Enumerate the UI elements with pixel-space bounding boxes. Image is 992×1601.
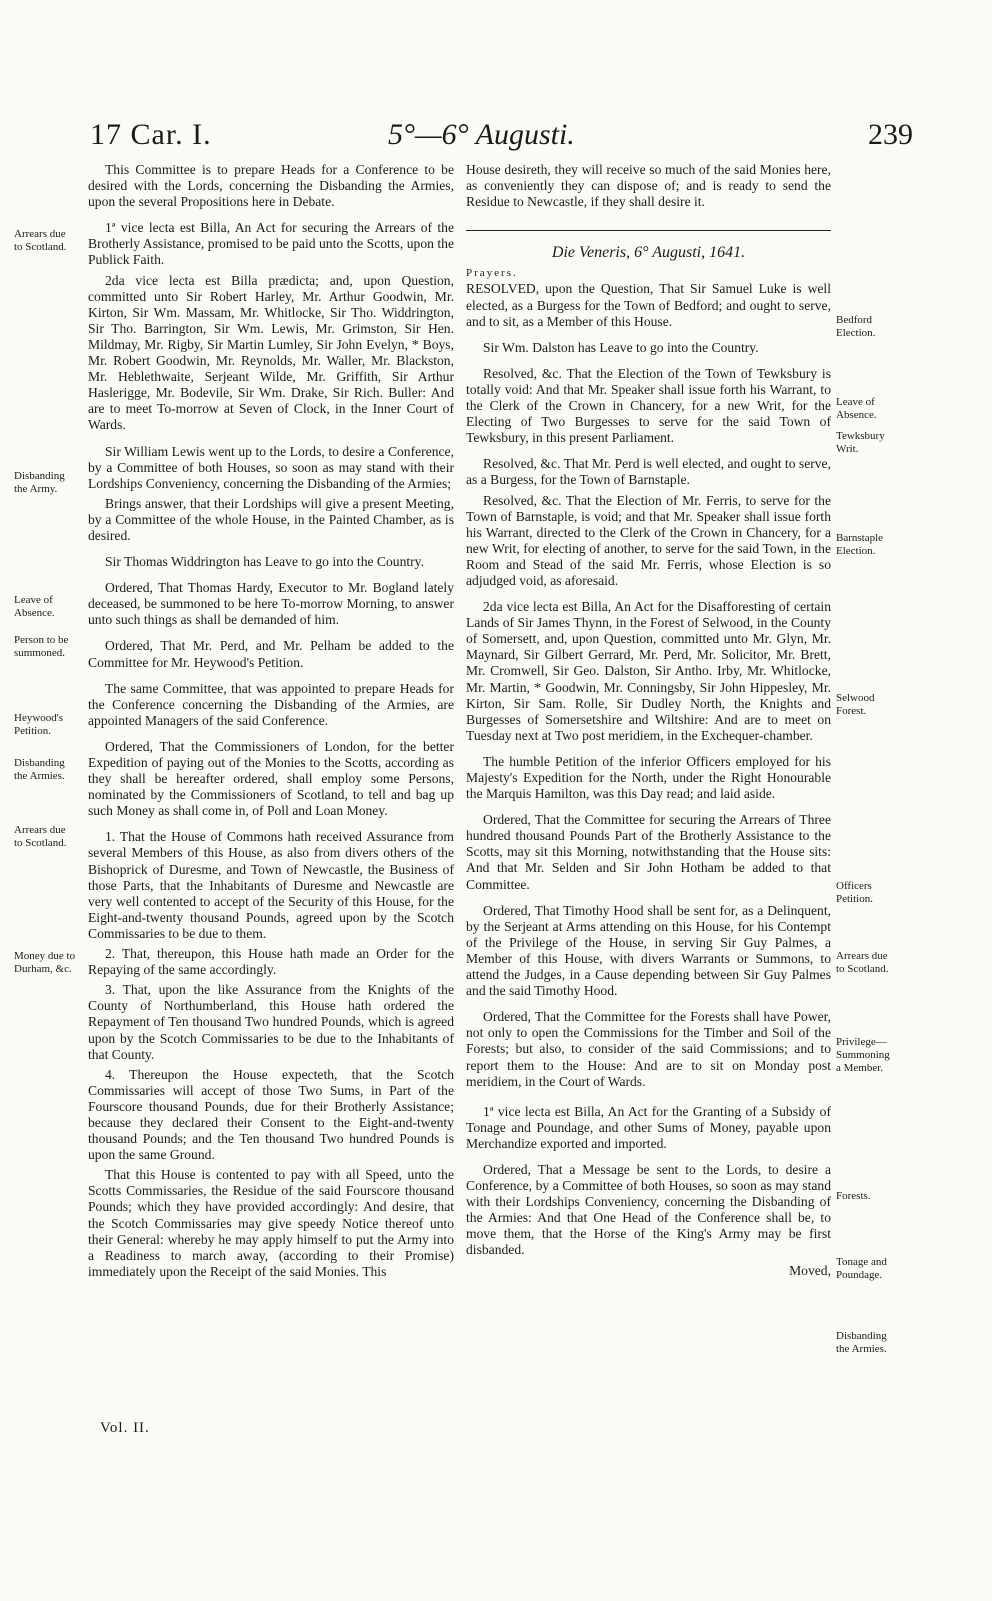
paragraph: 2da vice lecta est Billa prædicta; and, upon Question, committed unto Sir Robert Harley, Mr. Arthur Goodwin, Mr. Kirton, Sir Wm. Massam, Mr. Whitlocke, Sir Tho. Widdrington, Sir Tho. Barrington, Sir Wm. Lewis, Mr. Grimston, Sir Hen. Mildmay, Mr. Rigby, Sir Martin Lumley, Sir John Evelyn, * Boys, Mr. Robert Goodwin, Mr. Reynolds, Mr. Waller, Mr. Blackston, Mr. Heblethwaite, Serjeant Wilde, Mr. Griffith, Sir Arthur Haslerigge, Mr. Bodevile, Sir Wm. Drake, Sir Rich. Buller: And are to meet To-morrow at Seven of Clock, in the Inner Court of Wards. xyxy=(88,272,454,433)
paragraph: Sir Thomas Widdrington has Leave to go into the Country. xyxy=(105,554,424,570)
paragraph: 3. That, upon the like Assurance from the Knights of the County of Northumberland, this House hath ordered the Repayment of Ten thousand Two hundred Pounds, which is agreed upon by the Scotch Commissaries to be due to the Inhabitants of that County. xyxy=(88,982,454,1062)
paragraph: That this House is contented to pay with all Speed, unto the Scotts Commissaries, the Residue of the said Fourscore thousand Pounds; which they have provided accordingly: And desire, that the Scotch Commissaries may give speedy Notice thereof unto their General: whereby he may apply himself to put the Army into a Readiness to march away, (according to their Promise) immediately upon the Receipt of the said Monies. This xyxy=(88,1167,454,1279)
margin-note: Person to be summoned. xyxy=(14,634,69,659)
margin-note: Forests. xyxy=(836,1190,871,1202)
right-column xyxy=(466,162,831,1283)
paragraph: Ordered, That Mr. Perd, and Mr. Pelham be added to the Committee for Mr. Heywood's Petition. xyxy=(88,638,454,670)
paragraph: 2da vice lecta est Billa, An Act for the Disafforesting of certain Lands of Sir James Thynn, in the Forest of Selwood, in the County of Somersett, and, upon Question, committed unto Mr. Glyn, Mr. Maynard, Sir Gilbert Gerrard, Mr. Perd, Mr. Solicitor, Mr. Brett, Mr. Cromwell, Sir Geo. Dalston, Sir Antho. Irby, Mr. Whitlocke, Mr. Martin, * Goodwin, Mr. Conningsby, Sir John Hippesley, Mr. Kirton, Sir Sam. Rolle, Sir Dudley North, the Knights and Burgesses of Somersetshire and Wiltshire: And are to meet on Tuesday next at Two post meridiem, in the Exchequer-chamber. xyxy=(466,599,831,743)
page-number: 239 xyxy=(868,118,913,151)
paragraph: The humble Petition of the inferior Officers employed for his Majesty's Expedition for the North, under the Right Honourable the Marquis Hamilton, was this Day read; and laid aside. xyxy=(466,753,831,802)
paragraph: Ordered, That a Message be sent to the Lords, to desire a Conference, by a Committee of both Houses, so soon as may stand with their Lordships Conveniency, concerning the Disbanding of the Armies: And that One Head of the Conference shall be, to move them, that the Horse of the King's Army may be first disbanded. xyxy=(466,1161,831,1258)
paragraph: Ordered, That Timothy Hood shall be sent for, as a Delinquent, by the Serjeant at Arms attending on this House, for his Contempt of the Privilege of the House, in serving Sir Guy Palmes, a Member of this House, with divers Warrants or Summons, to attend the Judges, in a Cause depending between Sir Guy Palmes and the said Timothy Hood. xyxy=(466,902,831,999)
paragraph: Resolved, &c. That the Election of Mr. Ferris, to serve for the Town of Barnstaple, is void; and that Mr. Speaker shall issue forth his Warrant, directed to the Clerk of the Crown in Chancery, for a new Writ, for electing of another, to serve for the said Town, in the Room and Stead of the said Mr. Ferris, whose Election is so adjudged void, as aforesaid. xyxy=(466,492,831,588)
margin-note: Money due to Durham, &c. xyxy=(14,950,76,975)
margin-note: Leave of Absence. xyxy=(836,396,877,421)
paragraph: Sir William Lewis went up to the Lords, to desire a Conference, by a Committee of both Houses, so soon as may stand with their Lordships Conveniency, concerning the Disbanding of the Armies; xyxy=(88,443,454,491)
paragraph: Ordered, That the Committee for securing the Arrears of Three hundred thousand Pounds Part of the Brotherly Assistance to the Scotts, may sit this Morning, notwithstanding that the House sits: And that Mr. Selden and Sir John Hotham be added to that Committee. xyxy=(466,812,831,892)
page-header xyxy=(0,118,992,158)
paragraph: Ordered, That Thomas Hardy, Executor to Mr. Bogland lately deceased, be summoned to be here To-morrow Morning, to answer unto such things as shall be demanded of him. xyxy=(88,580,454,628)
margin-note: Arrears due to Scotland. xyxy=(14,228,67,253)
margin-note: Privilege— Summoning a Member. xyxy=(836,1036,890,1074)
paragraph: House desireth, they will receive so much of the said Monies here, as conveniently they can dispose of; and is ready to send the Residue to Newcastle, if they shall desire it. xyxy=(466,162,831,210)
margin-note: Disbanding the Armies. xyxy=(14,757,65,782)
regnal-year: 17 Car. I. xyxy=(90,118,212,151)
margin-note: Tonage and Poundage. xyxy=(836,1256,887,1281)
prayers-heading: Prayers. xyxy=(466,267,518,280)
margin-note: Leave of Absence. xyxy=(14,594,55,619)
paragraph: Resolved, &c. That the Election of the Town of Tewksbury is totally void: And that Mr. Speaker shall issue forth his Warrant, to the Clerk of the Crown in Chancery, for a new Writ, for the Electing of Two Burgesses to serve for the said Town of Tewksbury, in this present Parliament. xyxy=(466,365,831,446)
paragraph: This Committee is to prepare Heads for a Conference to be desired with the Lords, concerning the Disbanding the Armies, upon the several Propositions here in Debate. xyxy=(88,162,454,210)
margin-note: Selwood Forest. xyxy=(836,692,875,717)
margin-note: Disbanding the Armies. xyxy=(836,1330,887,1355)
paragraph: RESOLVED, upon the Question, That Sir Samuel Luke is well elected, as a Burgess for the Town of Bedford; and ought to serve, and to sit, as a Member of this House. xyxy=(466,281,831,329)
margin-note: Bedford Election. xyxy=(836,314,876,339)
paragraph: Sir Wm. Dalston has Leave to go into the Country. xyxy=(483,339,759,355)
section-rule xyxy=(466,230,831,231)
margin-note: Tewksbury Writ. xyxy=(836,430,885,455)
margin-note: Arrears due to Scotland. xyxy=(836,950,889,975)
margin-note: Officers Petition. xyxy=(836,880,873,905)
paragraph: 1ª vice lecta est Billa, An Act for the Granting of a Subsidy of Tonage and Poundage, and other Sums of Money, payable upon Merchandize exported and imported. xyxy=(466,1103,831,1151)
volume-signature: Vol. II. xyxy=(100,1420,150,1436)
paragraph: Brings answer, that their Lordships will give a present Meeting, by a Committee of the whole House, in the Painted Chamber, as is desired. xyxy=(88,495,454,543)
margin-note: Barnstaple Election. xyxy=(836,532,884,557)
paragraph: 4. Thereupon the House expecteth, that the Scotch Commissaries will accept of those Two Sums, in Part of the Fourscore thousand Pounds, due for their Brotherly Assistance; because they declared their Consent to the Eight-and-twenty thousand Pounds; and the Ten thousand Two hundred Pounds is upon the same Ground. xyxy=(88,1066,454,1163)
left-column xyxy=(88,162,454,1284)
paragraph: Resolved, &c. That Mr. Perd is well elected, and ought to serve, as a Burgess, for the Town of Barnstaple. xyxy=(466,456,831,488)
date-heading: Die Veneris, 6° Augusti, 1641. xyxy=(551,244,746,262)
margin-note: Arrears due to Scotland. xyxy=(14,824,67,849)
paragraph: 2. That, thereupon, this House hath made an Order for the Repaying of the same accordingly. xyxy=(88,946,454,978)
paragraph: Ordered, That the Commissioners of London, for the better Expedition of paying out of the Monies to the Scotts, according as they shall be hereafter ordered, shall employ some Persons, nominated by the Commissioners of Scotland, to tell and bag up such Money as shall come in, of Poll and Loan Money. xyxy=(88,738,454,819)
paragraph: 1ª vice lecta est Billa, An Act for securing the Arrears of the Brotherly Assistance, promised to be paid unto the Scotts, upon the Publick Faith. xyxy=(88,220,454,268)
paragraph: 1. That the House of Commons hath received Assurance from several Members of this House, as also from divers others of the Bishoprick of Duresme, and Town of Newcastle, the Business of those Parts, that the Inhabitants of Duresme and Newcastle are very well contented to accept of the Security of this House, for the Eight-and-twenty thousand Pounds, agreed upon by the Scotch Commissaries to be due to them. xyxy=(88,829,454,941)
date-range: 5°—6° Augusti. xyxy=(388,118,575,151)
margin-note: Disbanding the Army. xyxy=(14,470,65,495)
margin-note: Heywood's Petition. xyxy=(14,712,64,737)
paragraph: Ordered, That the Committee for the Forests shall have Power, not only to open the Commissions for the Timber and Soil of the Forests; but also, to consider of the said Commissions; and to report them to the House: And are to sit on Monday post meridiem, in the Court of Wards. xyxy=(466,1009,831,1089)
catchword: Moved, xyxy=(789,1262,831,1278)
paragraph: The same Committee, that was appointed to prepare Heads for the Conference concerning the Disbanding of the Armies, are appointed Managers of the said Conference. xyxy=(88,680,454,728)
